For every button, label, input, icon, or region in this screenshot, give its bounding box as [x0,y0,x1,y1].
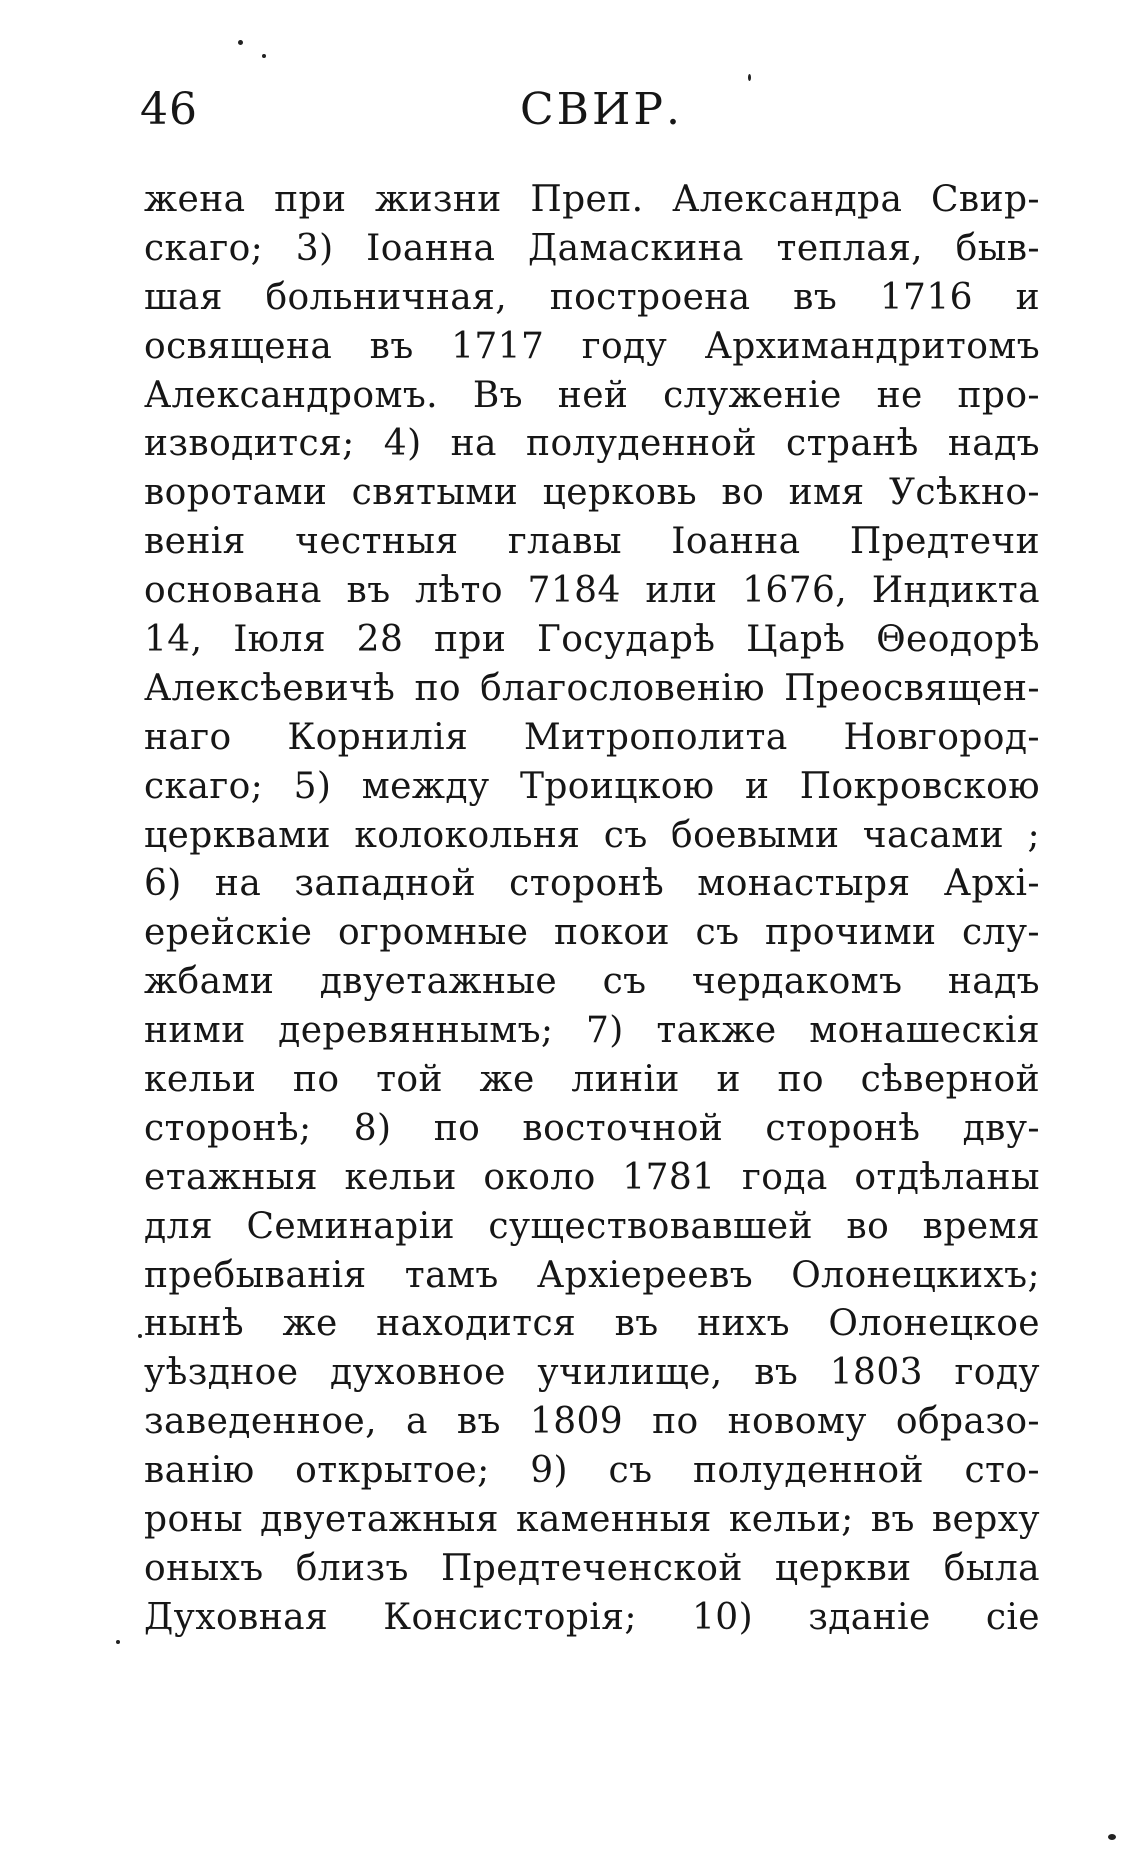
text-line: ними деревяннымъ; 7) также монашескія [144,1010,1040,1052]
text-line: скаго; 3) Іоанна Дамаскина теплая, быв- [144,227,1040,269]
text-line: нынѣ же находится въ нихъ Олонецкое [144,1303,1040,1345]
text-line: роны двуетажныя каменныя кельи; въ верху [144,1499,1040,1541]
text-line: 6) на западной сторонѣ монастыря Архі- [144,863,1040,905]
text-line: жбами двуетажные съ чердакомъ надъ [144,961,1040,1003]
text-line: кельи по той же линіи и по сѣверной [144,1059,1040,1101]
text-line: оныхъ близъ Предтеченской церкви была [144,1547,1040,1589]
scan-speck [138,1334,142,1338]
text-line: наго Корнилія Митрополита Новгород- [144,716,1040,758]
text-line: Духовная Консисторія; 10) зданіе сіе [144,1596,1040,1638]
page-header [140,84,1040,144]
page-number: 46 [140,84,198,135]
text-line: ерейскіе огромные покои съ прочими слу- [144,912,1040,954]
scan-speck [748,74,751,81]
text-line: ванію открытое; 9) съ полуденной сто- [144,1450,1040,1492]
text-line: пребыванія тамъ Архіереевъ Олонецкихъ; [144,1254,1040,1296]
text-line: Александромъ. Въ ней служеніе не про- [144,374,1040,416]
text-line: етажныя кельи около 1781 года отдѣланы [144,1156,1040,1198]
body-text [144,176,1040,1643]
text-line: уѣздное духовное училище, въ 1803 году [144,1352,1040,1394]
text-line: церквами колокольня съ боевыми часами ; [144,814,1040,856]
text-line: для Семинаріи существовавшей во время [144,1205,1040,1247]
text-line: сторонѣ; 8) по восточной сторонѣ дву- [144,1107,1040,1149]
text-line: заведенное, а въ 1809 по новому образо- [144,1401,1040,1443]
text-line: основана въ лѣто 7184 или 1676, Индикта [144,570,1040,612]
text-line: воротами святыми церковь во имя Усѣкно- [144,472,1040,514]
scan-speck [262,54,266,58]
text-line: 14, Іюля 28 при Государѣ Царѣ Θеодорѣ [144,619,1040,661]
text-line: жена при жизни Преп. Александра Свир- [144,179,1040,220]
text-line: скаго; 5) между Троицкою и Покровскою [144,765,1040,807]
running-head: СВИР. [520,84,683,135]
text-line: шая больничная, построена въ 1716 и [144,276,1040,318]
scan-speck [238,40,243,45]
text-line: венія честныя главы Іоанна Предтечи [144,521,1040,563]
text-line: освящена въ 1717 году Архимандритомъ [144,325,1040,367]
text-line: Алексѣевичѣ по благословенію Преосвящен- [144,667,1040,709]
scan-speck [1108,1834,1116,1840]
scan-speck [116,1640,120,1644]
text-line: изводится; 4) на полуденной странѣ надъ [144,423,1040,465]
